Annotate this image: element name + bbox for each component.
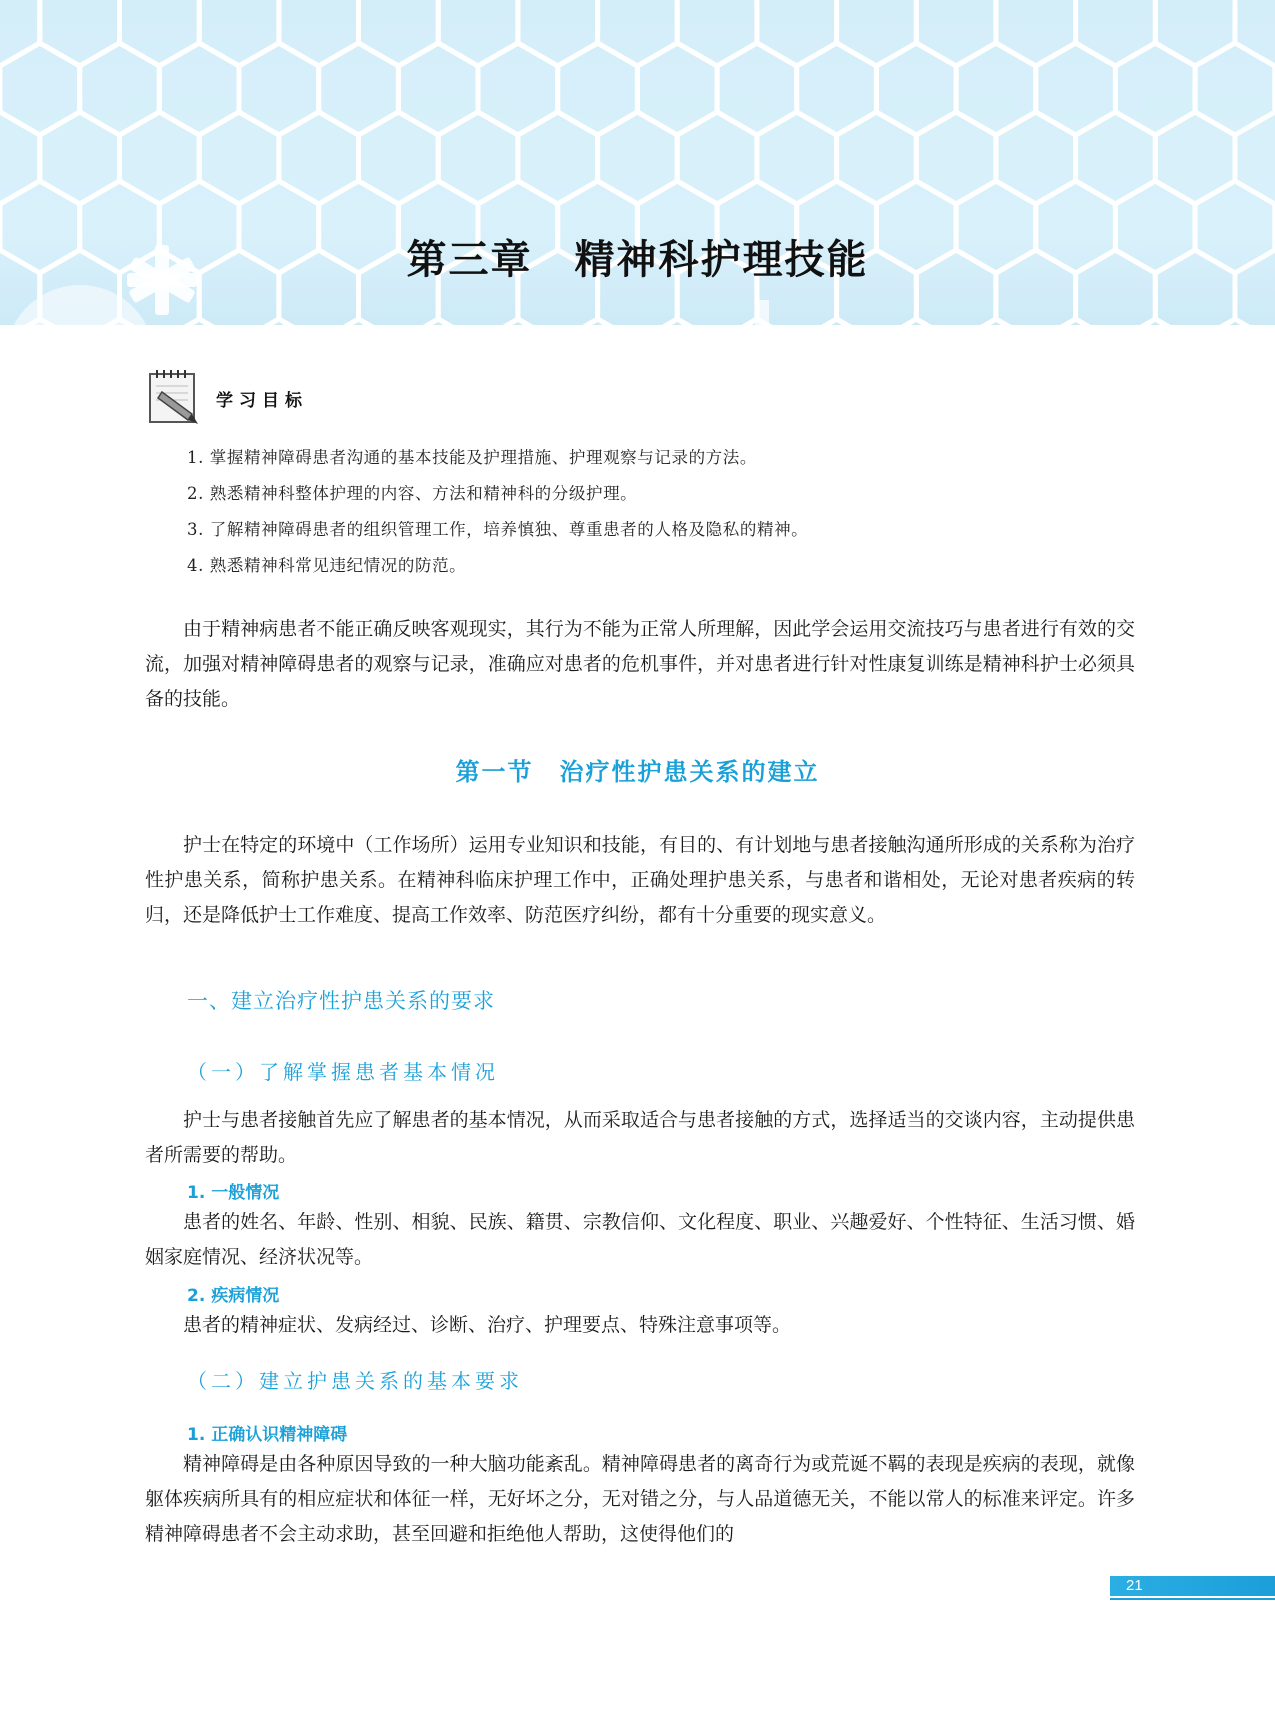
hexagon-cell	[757, 0, 837, 66]
heading-level-1: 一、建立治疗性护患关系的要求	[187, 989, 495, 1013]
hexagon-cell	[677, 0, 757, 66]
hexagon-cell	[1036, 319, 1116, 325]
notepad-pencil-icon	[148, 370, 200, 426]
hexagon-cell	[40, 0, 120, 66]
objectives-header	[148, 370, 308, 426]
hexagon-cell	[279, 0, 359, 66]
hexagon-cell	[438, 0, 518, 66]
item-heading-recognize: 1. 正确认识精神障碍	[187, 1425, 348, 1445]
hexagon-cell	[996, 0, 1076, 66]
recognize-paragraph: 精神障碍是由各种原因导致的一种大脑功能紊乱。精神障碍患者的离奇行为或荒诞不羁的表现是疾病的表现，就像躯体疾病所具有的相应症状和体征一样，无好坏之分，无对错之分，与人品道德无关，不能以常人的标准来评定。许多精神障碍患者不会主动求助，甚至回避和拒绝他人帮助，这使得他们的	[145, 1453, 1135, 1545]
hexagon-cell	[637, 319, 717, 325]
hexagon-cell	[359, 0, 439, 66]
hexagon-cell	[797, 319, 877, 325]
page-number: 21	[1126, 1577, 1143, 1594]
objective-item: 1. 掌握精神障碍患者沟通的基本技能及护理措施、护理观察与记录的方法。	[187, 448, 757, 467]
item-heading-disease: 2. 疾病情况	[187, 1286, 280, 1306]
hexagon-cell	[916, 0, 996, 66]
subheading-2: （二）建立护患关系的基本要求	[187, 1369, 523, 1393]
section-title: 第一节 治疗性护患关系的建立	[455, 758, 820, 786]
item-heading-general: 1. 一般情况	[187, 1183, 280, 1203]
hexagon-cell	[598, 0, 678, 66]
general-info-paragraph: 患者的姓名、年龄、性别、相貌、民族、籍贯、宗教信仰、文化程度、职业、兴趣爱好、个性特征、生活习惯、婚姻家庭情况、经济状况等。	[145, 1211, 1135, 1268]
subsection-1-paragraph: 护士与患者接触首先应了解患者的基本情况，从而采取适合与患者接触的方式，选择适当的交谈内容，主动提供患者所需要的帮助。	[145, 1109, 1135, 1166]
objective-item: 3. 了解精神障碍患者的组织管理工作，培养慎独、尊重患者的人格及隐私的精神。	[187, 520, 809, 539]
hexagon-cell	[398, 319, 478, 325]
objective-item: 4. 熟悉精神科常见违纪情况的防范。	[187, 556, 467, 575]
section-intro-paragraph: 护士在特定的环境中（工作场所）运用专业知识和技能，有目的、有计划地与患者接触沟通所形成的关系称为治疗性护患关系，简称护患关系。在精神科临床护理工作中，正确处理护患关系，与患者和谐相处，无论对患者疾病的转归，还是降低护士工作难度、提高工作效率、防范医疗纠纷，都有十分重要的现实意义。	[145, 834, 1135, 926]
hexagon-cell	[1195, 319, 1275, 325]
hexagon-cell	[837, 0, 917, 66]
hexagon-cell	[199, 0, 279, 66]
chapter-banner	[0, 0, 1275, 325]
page-number-underline	[1110, 1598, 1275, 1600]
hexagon-cell	[1115, 319, 1195, 325]
objectives-title: 学习目标	[216, 390, 308, 411]
hexagon-cell	[239, 319, 319, 325]
disease-info-paragraph: 患者的精神症状、发病经过、诊断、治疗、护理要点、特殊注意事项等。	[183, 1314, 792, 1336]
hexagon-cell	[159, 319, 239, 325]
hexagon-cell	[558, 319, 638, 325]
hexagon-cell	[120, 0, 200, 66]
hexagon-cell	[478, 319, 558, 325]
intro-paragraph: 由于精神病患者不能正确反映客观现实，其行为不能为正常人所理解，因此学会运用交流技巧与患者进行有效的交流，加强对精神障碍患者的观察与记录，准确应对患者的危机事件，并对患者进行针对性康复训练是精神科护士必须具备的技能。	[145, 618, 1135, 710]
hexagon-cell	[1155, 0, 1235, 66]
hexagon-cell	[956, 319, 1036, 325]
hexagon-cell	[876, 319, 956, 325]
objective-item: 2. 熟悉精神科整体护理的内容、方法和精神科的分级护理。	[187, 484, 638, 503]
hexagon-cell	[319, 319, 399, 325]
hexagon-cell	[1076, 0, 1156, 66]
subheading-1: （一）了解掌握患者基本情况	[187, 1060, 499, 1084]
objectives-list	[187, 440, 808, 584]
chapter-title: 第三章 精神科护理技能	[406, 236, 869, 283]
hexagon-cell	[518, 0, 598, 66]
